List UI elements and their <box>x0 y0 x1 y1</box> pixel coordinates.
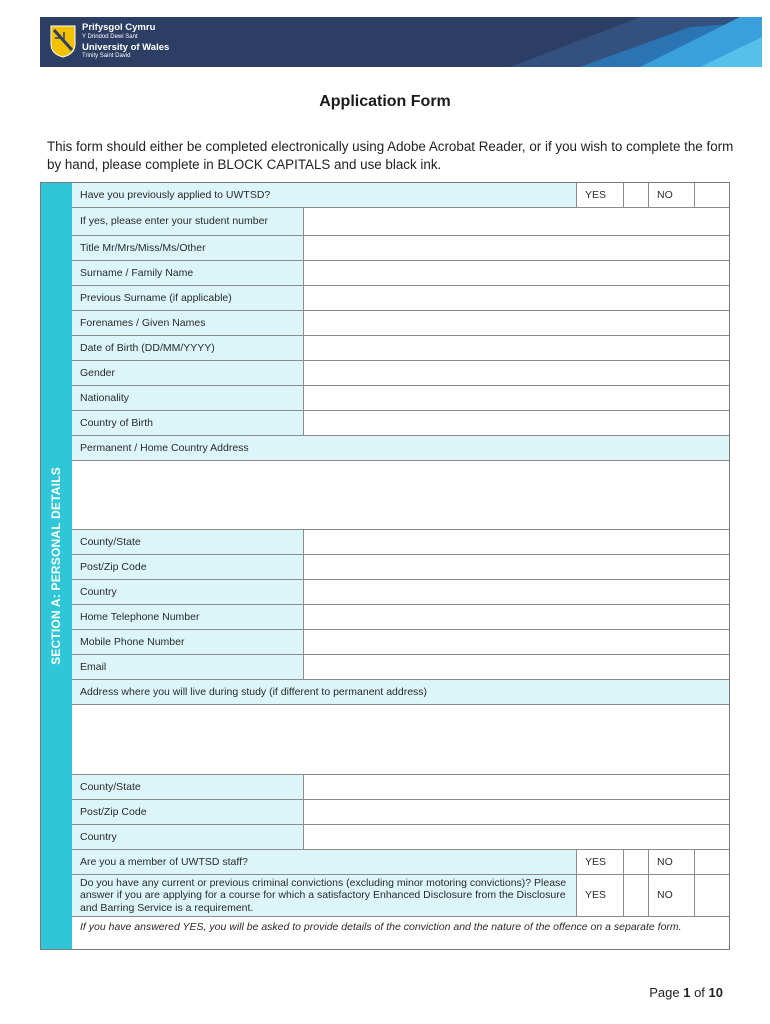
title-input[interactable] <box>304 236 729 261</box>
title-label: Title Mr/Mrs/Miss/Ms/Other <box>72 236 304 261</box>
previously-applied-yes-checkbox[interactable] <box>624 183 649 208</box>
country-of-birth-input[interactable] <box>304 411 729 436</box>
gender-label: Gender <box>72 361 304 386</box>
convictions-yes-checkbox[interactable] <box>624 875 649 917</box>
study-postcode-input[interactable] <box>304 800 729 825</box>
staff-member-no-label: NO <box>649 850 695 875</box>
page-prefix: Page <box>649 985 680 1000</box>
surname-label: Surname / Family Name <box>72 261 304 286</box>
study-address-input[interactable] <box>72 705 729 775</box>
home-address-input[interactable] <box>72 461 729 530</box>
mobile-label: Mobile Phone Number <box>72 630 304 655</box>
study-country-input[interactable] <box>304 825 729 850</box>
staff-member-yes-label: YES <box>577 850 624 875</box>
forenames-label: Forenames / Given Names <box>72 311 304 336</box>
email-label: Email <box>72 655 304 680</box>
page-title: Application Form <box>319 93 451 110</box>
forenames-input[interactable] <box>304 311 729 336</box>
home-phone-input[interactable] <box>304 605 729 630</box>
convictions-no-checkbox[interactable] <box>695 875 729 917</box>
postcode-label: Post/Zip Code <box>72 555 304 580</box>
study-postcode-label: Post/Zip Code <box>72 800 304 825</box>
header-banner <box>40 17 762 67</box>
postcode-input[interactable] <box>304 555 729 580</box>
previously-applied-label: Have you previously applied to UWTSD? <box>72 183 577 208</box>
home-address-label: Permanent / Home Country Address <box>72 436 729 461</box>
staff-member-no-checkbox[interactable] <box>695 850 729 875</box>
student-number-label: If yes, please enter your student number <box>72 208 304 236</box>
intro-text: This form should either be completed electronically using Adobe Acrobat Reader, or if you wish to complete the form by hand, please complete in BLOCK CAPITALS and use black ink. <box>47 139 734 172</box>
dob-input[interactable] <box>304 336 729 361</box>
convictions-yes-label: YES <box>577 875 624 917</box>
page-of: of <box>694 985 705 1000</box>
previously-applied-no-checkbox[interactable] <box>695 183 729 208</box>
county-state-label: County/State <box>72 530 304 555</box>
current-page: 1 <box>683 985 691 1000</box>
nationality-input[interactable] <box>304 386 729 411</box>
convictions-no-label: NO <box>649 875 695 917</box>
university-logo-text: Prifysgol Cymru Y Drindod Dewi Sant University of Wales Trinity Saint David <box>82 22 170 59</box>
section-sidebar <box>41 183 73 949</box>
country-label: Country <box>72 580 304 605</box>
study-address-label: Address where you will live during study (if different to permanent address) <box>72 680 729 705</box>
previous-surname-label: Previous Surname (if applicable) <box>72 286 304 311</box>
study-county-state-label: County/State <box>72 775 304 800</box>
mobile-input[interactable] <box>304 630 729 655</box>
staff-member-label: Are you a member of UWTSD staff? <box>72 850 577 875</box>
country-of-birth-label: Country of Birth <box>72 411 304 436</box>
university-crest-icon <box>50 24 76 58</box>
application-form <box>40 182 730 950</box>
convictions-label: Do you have any current or previous criminal convictions (excluding minor motoring convictions)? Please answer if you are applying for a course for which a satisfactory Enhanced Disclosure from the Disclosure and Barring Service is a requirement. <box>72 875 577 917</box>
county-state-input[interactable] <box>304 530 729 555</box>
staff-member-yes-checkbox[interactable] <box>624 850 649 875</box>
dob-label: Date of Birth (DD/MM/YYYY) <box>72 336 304 361</box>
student-number-input[interactable] <box>304 208 729 236</box>
home-phone-label: Home Telephone Number <box>72 605 304 630</box>
study-county-state-input[interactable] <box>304 775 729 800</box>
section-label: SECTION A: PERSONAL DETAILS <box>49 467 63 665</box>
study-country-label: Country <box>72 825 304 850</box>
email-input[interactable] <box>304 655 729 680</box>
previously-applied-no-label: NO <box>649 183 695 208</box>
nationality-label: Nationality <box>72 386 304 411</box>
total-pages: 10 <box>708 985 723 1000</box>
previously-applied-yes-label: YES <box>577 183 624 208</box>
country-input[interactable] <box>304 580 729 605</box>
conviction-note: If you have answered YES, you will be asked to provide details of the conviction and the nature of the offence on a separate form. <box>72 917 729 949</box>
previous-surname-input[interactable] <box>304 286 729 311</box>
gender-input[interactable] <box>304 361 729 386</box>
surname-input[interactable] <box>304 261 729 286</box>
page-indicator <box>649 985 723 1000</box>
